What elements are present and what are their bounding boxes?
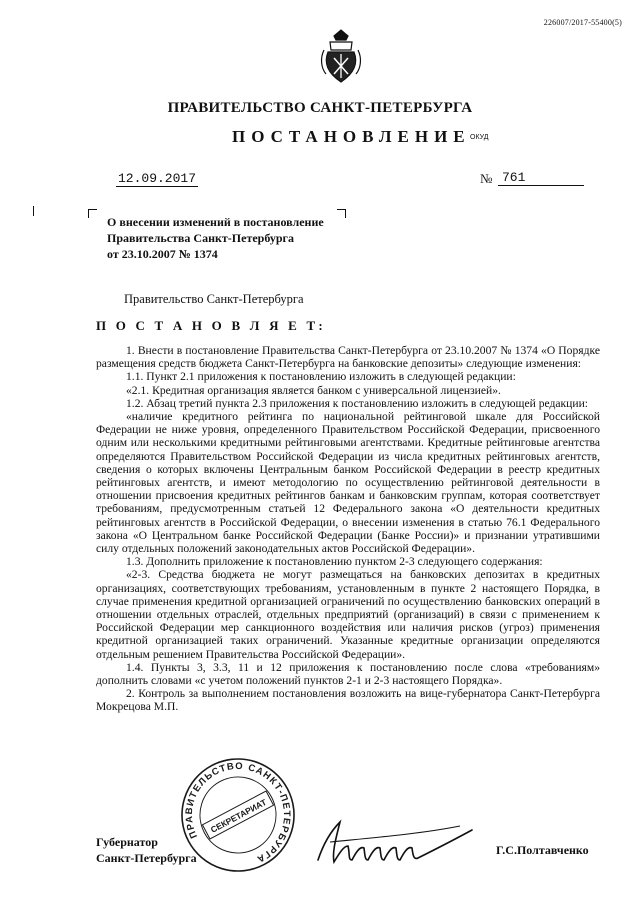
- document-body: [96, 344, 600, 714]
- paragraph-1-2: 1.2. Абзац третий пункта 2.3 приложения к постановлению изложить в следующей редакции:: [126, 396, 589, 410]
- number-label: №: [480, 171, 493, 186]
- subject-line-3: от 23.10.2007 № 1374: [107, 247, 218, 261]
- signatory-title-line-2: Санкт-Петербурга: [96, 851, 197, 865]
- paragraph-1-1: 1.1. Пункт 2.1 приложения к постановлению изложить в следующей редакции:: [126, 370, 516, 384]
- paragraph-1-3: 1.3. Дополнить приложение к постановлению пунктом 2-3 следующего содержания:: [126, 555, 543, 569]
- paragraph-1-1-quote: «2.1. Кредитная организация является банком с универсальной лицензией».: [126, 383, 501, 397]
- signatory-name: Г.С.Полтавченко: [496, 843, 589, 857]
- handwritten-signature: [310, 812, 480, 872]
- paragraph-2: 2. Контроль за выполнением постановления возложить на вице-губернатора Санкт-Петербурга Мокрецова М.П.: [96, 687, 600, 714]
- signatory-title: [96, 834, 197, 866]
- document-date: 12.09.2017: [118, 171, 197, 186]
- document-subject: [107, 214, 357, 262]
- coat-of-arms-emblem: [318, 28, 364, 88]
- stamp-ring-text: ПРАВИТЕЛЬСТВО САНКТ-ПЕТЕРБУРГА: [183, 760, 293, 865]
- subject-bracket-left: [88, 209, 97, 218]
- organization-title: ПРАВИТЕЛЬСТВО САНКТ-ПЕТЕРБУРГА: [167, 100, 473, 116]
- paragraph-1-2-quote: «наличие кредитного рейтинга по национальной рейтинговой шкале для Российской Федерации не ниже уровня, определенного Правительством Российской Федерации, присвоенного одним или несколькими кредитными рейтинговыми агентствами. Кредитные рейтинговые агентства определяются Правительством Российской Федерации из числа кредитных рейтинговых агентств, сведения о которых включены Центральным банком Российской Федерации в реестр кредитных рейтинговых агентств, и имеют методологию по осуществлению рейтинговой деятельности в отношении присвоения кредитных рейтингов банкам и банковским группам, которая соответствует требованиям, предусмотренным статьей 12 Федерального закона «О деятельности кредитных рейтинговых агентств в Российской Федерации, о внесении изменения в статью 76.1 Федерального закона «О Центральном банке Российской Федерации (Банке России)» и признании утратившими силу отдельных положений законодательных актов Российской Федерации».: [96, 410, 600, 556]
- signatory-title-line-1: Губернатор: [96, 835, 158, 849]
- decree-word: П О С Т А Н О В Л Я Е Т:: [96, 318, 326, 333]
- preamble-text: Правительство Санкт-Петербурга: [124, 292, 304, 306]
- document-type-title: ПОСТАНОВЛЕНИЕ: [232, 127, 471, 146]
- stamp-center-text: СЕКРЕТАРИАТ: [208, 796, 269, 835]
- document-number: 761: [498, 170, 584, 186]
- okud-label: ОКУД: [470, 134, 489, 141]
- margin-mark: [33, 206, 34, 216]
- subject-line-1: О внесении изменений в постановление: [107, 215, 324, 229]
- document-code: 226007/2017-55400(5): [543, 18, 622, 27]
- paragraph-1-3-quote: «2-3. Средства бюджета не могут размещаться на банковских депозитах в кредитных организациях, соответствующих требованиям, установленным в пункте 2 настоящего Порядка, в случае применения кредитной организацией ограничений по осуществлению банковских операций в отношении отдельных отраслей, отдельных предприятий (организаций) в связи с применением к Российской Федерации мер санкционного воздействия или наличия рисков (угроз) применения кредитной организацией таких ограничений. Указанные кредитные организации определяются отдельным решением Правительства Российской Федерации».: [96, 568, 600, 661]
- paragraph-1: 1. Внести в постановление Правительства Санкт-Петербурга от 23.10.2007 № 1374 «О Порядке размещения средств бюджета Санкт-Петербурга на банковские депозиты» следующие изменения:: [96, 344, 600, 371]
- paragraph-1-4: 1.4. Пункты 3, 3.3, 11 и 12 приложения к постановлению после слова «требованиям» дополнить словами «с учетом положений пунктов 2-1 и 2-3 настоящего Порядка».: [96, 660, 600, 688]
- subject-line-2: Правительства Санкт-Петербурга: [107, 231, 295, 245]
